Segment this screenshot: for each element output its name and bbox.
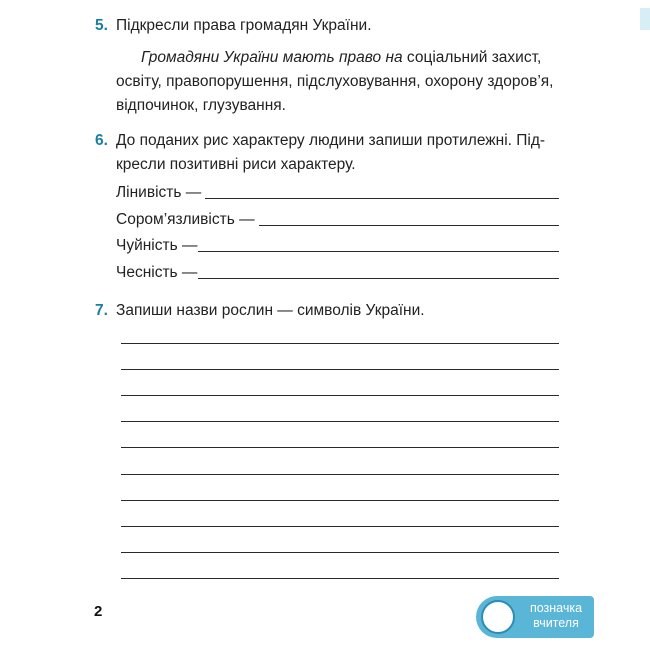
task-6-title-line-2: кресли позитивні риси характеру. — [116, 156, 356, 173]
task-5-italic-text: Громадяни України мають право на — [141, 49, 403, 66]
answer-line[interactable] — [121, 395, 559, 396]
answer-line[interactable] — [121, 500, 559, 501]
answer-line[interactable] — [121, 421, 559, 422]
teacher-mark-circle[interactable] — [481, 600, 515, 634]
trait-label: Чуйність — — [116, 237, 198, 254]
trait-label: Лінивість — — [116, 184, 202, 201]
trait-label: Чесність — — [116, 264, 198, 281]
task-5-text-line-2[interactable]: освіту, правопорушення, підслуховування, охорону здоров’я, — [116, 73, 554, 90]
trait-answer-line[interactable] — [205, 198, 559, 199]
task-5-text-line-3[interactable]: відпочинок, глузування. — [116, 97, 286, 114]
task-7-number: 7. — [95, 302, 108, 319]
answer-line[interactable] — [121, 474, 559, 475]
task-5-title: Підкресли права громадян України. — [116, 17, 372, 34]
page-number: 2 — [94, 603, 103, 620]
teacher-mark-badge — [476, 596, 594, 638]
task-6-title-line-1: До поданих рис характеру людини запиши протилежні. Під- — [116, 132, 546, 149]
task-5-text-line-1 — [141, 48, 541, 68]
task-6-number: 6. — [95, 132, 108, 149]
answer-line[interactable] — [121, 552, 559, 553]
teacher-mark-label-line-2: вчителя — [533, 616, 579, 630]
task-7-title: Запиши назви рослин — символів України. — [116, 302, 425, 319]
task-5-number: 5. — [95, 17, 108, 34]
trait-row — [116, 210, 559, 230]
teacher-mark-label-line-1: позначка — [529, 601, 583, 615]
task-5-text-line-1-rest: соціальний захист, — [402, 49, 542, 66]
answer-line[interactable] — [121, 369, 559, 370]
trait-answer-line[interactable] — [198, 251, 559, 252]
trait-answer-line[interactable] — [259, 225, 559, 226]
trait-row — [116, 183, 559, 203]
answer-line[interactable] — [121, 343, 559, 344]
answer-line[interactable] — [121, 447, 559, 448]
teacher-mark-label — [520, 601, 592, 631]
trait-row — [116, 236, 559, 256]
answer-line[interactable] — [121, 526, 559, 527]
page-corner-tab — [640, 8, 650, 30]
trait-answer-line[interactable] — [198, 278, 559, 279]
trait-label: Сором’язливість — — [116, 211, 255, 228]
answer-line[interactable] — [121, 578, 559, 579]
trait-row — [116, 263, 559, 283]
